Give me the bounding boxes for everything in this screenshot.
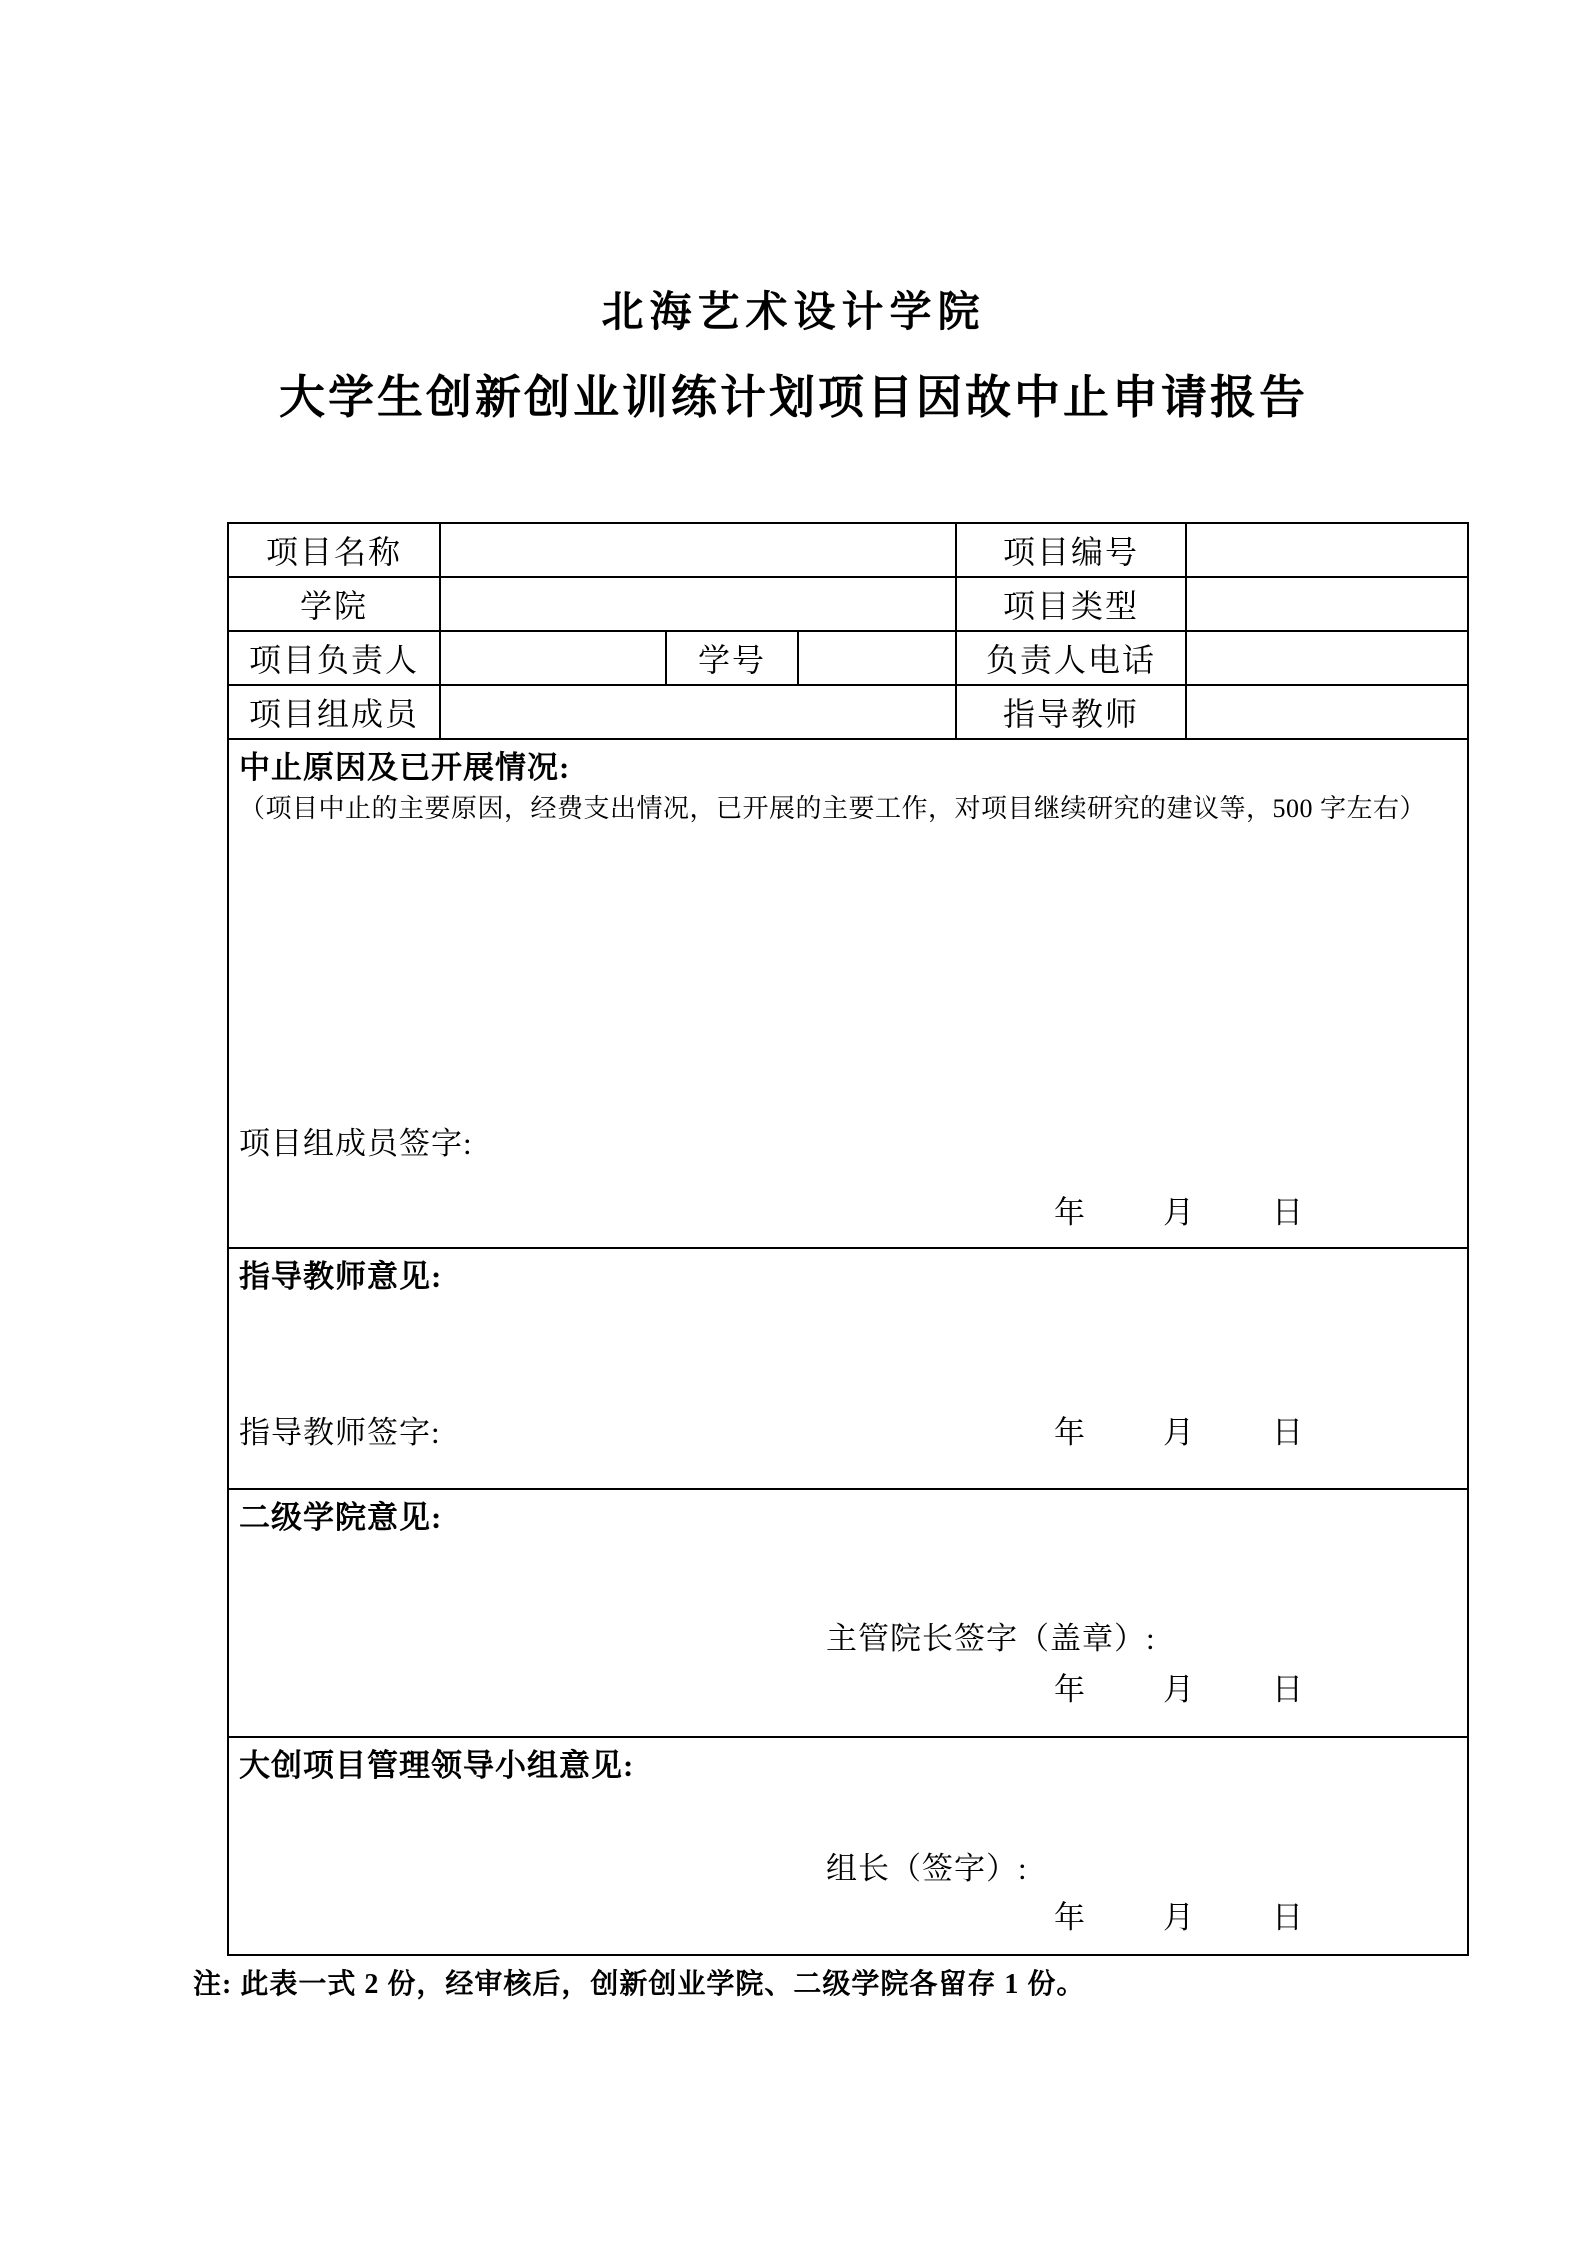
row-leader (228, 631, 1468, 685)
year-label: 年 (1054, 1672, 1086, 1707)
college-opinion-section (228, 1489, 1468, 1737)
application-form-table (227, 522, 1469, 1956)
members-label: 项目组成员 (228, 685, 440, 739)
row-project-name (228, 523, 1468, 577)
advisor-opinion-section (228, 1248, 1468, 1489)
project-type-input[interactable] (1186, 577, 1468, 631)
college-opinion-heading: 二级学院意见: (239, 1500, 443, 1535)
college-opinion-body-area[interactable] (239, 1540, 1453, 1618)
leader-input[interactable] (440, 631, 666, 685)
month-label: 月 (1163, 1415, 1195, 1450)
college-label: 学院 (228, 577, 440, 631)
document-title: 大学生创新创业训练计划项目因故中止申请报告 (279, 372, 1308, 423)
college-opinion-date-line (239, 1670, 1453, 1710)
month-label: 月 (1163, 1672, 1195, 1707)
advisor-signature-label: 指导教师签字: (239, 1415, 441, 1450)
month-label: 月 (1163, 1195, 1195, 1230)
month-label: 月 (1163, 1900, 1195, 1935)
advisor-opinion-body-area[interactable] (239, 1299, 1453, 1412)
document-institution-title: 北海艺术设计学院 (601, 290, 986, 336)
committee-opinion-date-line (239, 1898, 1453, 1938)
advisor-opinion-date-line (1054, 1412, 1453, 1454)
project-type-label: 项目类型 (956, 577, 1186, 631)
day-label: 日 (1272, 1415, 1304, 1450)
advisor-input[interactable] (1186, 685, 1468, 739)
year-label: 年 (1054, 1900, 1086, 1935)
row-college (228, 577, 1468, 631)
leader-phone-input[interactable] (1186, 631, 1468, 685)
row-committee-opinion-section (228, 1737, 1468, 1955)
student-id-input[interactable] (798, 631, 956, 685)
college-input[interactable] (440, 577, 956, 631)
row-termination-section (228, 739, 1468, 1248)
project-no-input[interactable] (1186, 523, 1468, 577)
day-label: 日 (1272, 1900, 1304, 1935)
advisor-label: 指导教师 (956, 685, 1186, 739)
committee-opinion-section (228, 1737, 1468, 1955)
footnote: 注: 此表一式 2 份，经审核后，创新创业学院、二级学院各留存 1 份。 (193, 1969, 1086, 2000)
project-name-input[interactable] (440, 523, 956, 577)
dean-signature-label: 主管院长签字（盖章）: (826, 1621, 1156, 1656)
student-id-label: 学号 (666, 631, 798, 685)
year-label: 年 (1054, 1415, 1086, 1450)
advisor-opinion-heading: 指导教师意见: (239, 1259, 443, 1294)
row-college-opinion-section (228, 1489, 1468, 1737)
project-name-label: 项目名称 (228, 523, 440, 577)
row-advisor-opinion-section (228, 1248, 1468, 1489)
termination-body-area[interactable] (239, 828, 1453, 1123)
termination-section (228, 739, 1468, 1248)
committee-opinion-heading: 大创项目管理领导小组意见: (239, 1748, 635, 1783)
members-signature-label: 项目组成员签字: (239, 1126, 473, 1161)
year-label: 年 (1054, 1195, 1086, 1230)
committee-opinion-body-area[interactable] (239, 1788, 1453, 1848)
advisor-signature-row (239, 1412, 1453, 1454)
leader-phone-label: 负责人电话 (956, 631, 1186, 685)
day-label: 日 (1272, 1672, 1304, 1707)
termination-date-line (239, 1193, 1453, 1233)
row-members (228, 685, 1468, 739)
day-label: 日 (1272, 1195, 1304, 1230)
project-no-label: 项目编号 (956, 523, 1186, 577)
termination-note: （项目中止的主要原因，经费支出情况，已开展的主要工作，对项目继续研究的建议等，500 字左右） (239, 794, 1427, 823)
termination-heading: 中止原因及已开展情况: (239, 750, 571, 785)
leader-label: 项目负责人 (228, 631, 440, 685)
group-leader-signature-label: 组长（签字）: (826, 1851, 1028, 1886)
members-input[interactable] (440, 685, 956, 739)
